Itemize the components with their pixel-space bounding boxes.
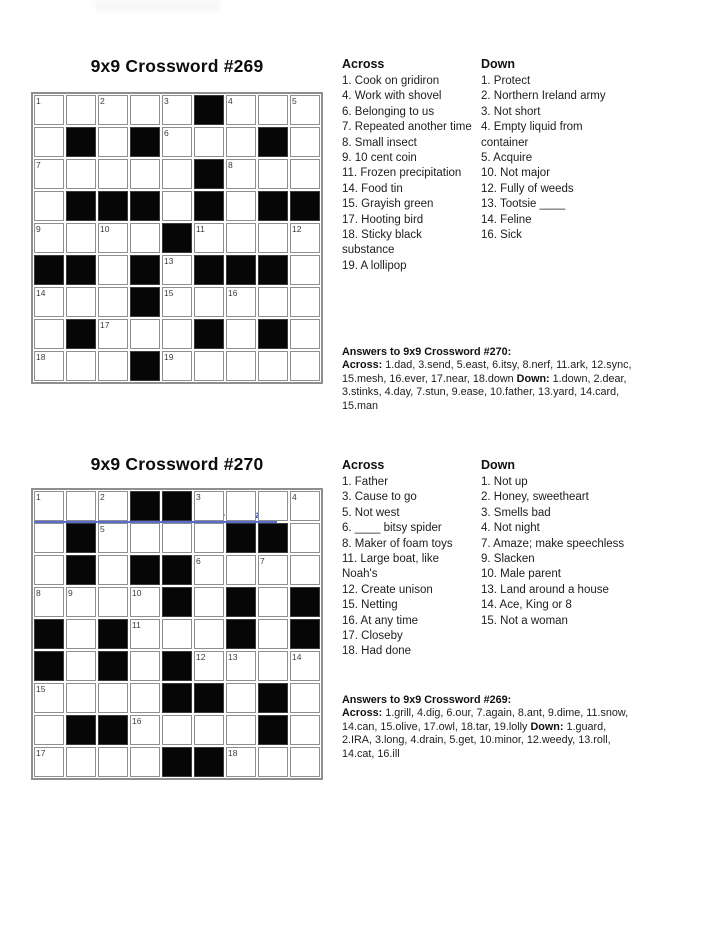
clue-item: 4. Empty liquid from container — [481, 121, 583, 149]
clue-item: 5. Acquire — [481, 152, 533, 165]
grid-cell — [98, 255, 128, 285]
grid-cell — [162, 319, 192, 349]
grid-cell — [226, 191, 256, 221]
black-cell — [226, 523, 256, 553]
grid-cell — [34, 191, 64, 221]
cell-number: 2 — [100, 492, 105, 502]
grid-cell — [162, 159, 192, 189]
grid-cell — [162, 191, 192, 221]
cell-number: 15 — [36, 684, 46, 694]
cell-number: 13 — [164, 256, 174, 266]
clue-item: 9. 10 cent coin — [342, 152, 417, 165]
grid-cell — [290, 555, 320, 585]
cell-number: 2 — [100, 96, 105, 106]
grid-cell — [258, 747, 288, 777]
clue-item: 16. At any time — [342, 614, 419, 627]
answers-across-text: 1.dad, 3.send, 5.east, 6.itsy, 8.nerf, 11.ark, 12.sync, 15.mesh, 16.ever, 17.near, 18.down — [342, 359, 632, 385]
grid-cell — [34, 587, 64, 617]
grid-cell — [194, 619, 224, 649]
cell-number: 6 — [164, 128, 169, 138]
across-header: Across — [342, 57, 385, 71]
black-cell — [162, 587, 192, 617]
cell-number: 13 — [228, 652, 238, 662]
black-cell — [162, 651, 192, 681]
grid-cell — [258, 587, 288, 617]
cell-number: 3 — [196, 492, 201, 502]
clue-item: 1. Cook on gridiron — [342, 75, 440, 87]
grid-cell — [34, 127, 64, 157]
grid-cell — [194, 351, 224, 381]
grid-cell — [194, 587, 224, 617]
grid-cell — [98, 287, 128, 317]
down-header: Down — [481, 57, 516, 71]
black-cell — [130, 287, 160, 317]
grid-cell — [98, 555, 128, 585]
black-cell — [194, 159, 224, 189]
grid-cell — [290, 683, 320, 713]
clue-item: 6. ____ bitsy spider — [342, 522, 442, 535]
across-clue-list — [342, 74, 474, 274]
clue-item: 10. Not major — [481, 167, 551, 180]
grid-cell — [226, 683, 256, 713]
grid-cell — [130, 223, 160, 253]
clue-item: 19. A lollipop — [342, 259, 407, 272]
cell-number: 8 — [228, 160, 233, 170]
black-cell — [162, 747, 192, 777]
grid-cell — [162, 619, 192, 649]
grid-cell — [98, 491, 128, 521]
cell-number: 16 — [132, 716, 142, 726]
grid-cell — [34, 159, 64, 189]
black-cell — [194, 255, 224, 285]
black-cell — [194, 191, 224, 221]
grid-cell — [98, 683, 128, 713]
cell-number: 1 — [36, 492, 41, 502]
cell-number: 7 — [36, 160, 41, 170]
grid-cell — [34, 715, 64, 745]
black-cell — [130, 127, 160, 157]
grid-cell — [130, 683, 160, 713]
grid-cell — [34, 351, 64, 381]
black-cell — [66, 523, 96, 553]
cell-number: 3 — [164, 96, 169, 106]
cell-number: 19 — [164, 352, 174, 362]
grid-cell — [290, 319, 320, 349]
clue-item: 3. Smells bad — [481, 506, 551, 519]
cell-number: 10 — [100, 224, 110, 234]
cell-number: 9 — [68, 588, 73, 598]
grid-cell — [290, 95, 320, 125]
grid-cell — [66, 619, 96, 649]
black-cell — [98, 651, 128, 681]
black-cell — [130, 351, 160, 381]
grid-cell — [162, 351, 192, 381]
grid-cell — [290, 287, 320, 317]
cell-number: 11 — [132, 620, 141, 630]
grid-cell — [98, 587, 128, 617]
black-cell — [290, 619, 320, 649]
clue-item: 15. Netting — [342, 599, 398, 612]
clue-item: 5. Not west — [342, 506, 400, 519]
grid-cell — [226, 651, 256, 681]
clue-item: 9. Slacken — [481, 553, 535, 566]
black-cell — [258, 255, 288, 285]
across-clues-section — [342, 57, 474, 274]
puzzle-title: 9x9 Crossword #269 — [90, 56, 264, 76]
clue-item: 17. Closeby — [342, 630, 403, 643]
grid-cell — [66, 587, 96, 617]
black-cell — [34, 651, 64, 681]
clue-item: 1. Father — [342, 476, 389, 488]
grid-cell — [258, 223, 288, 253]
answers-across-label: Across: — [342, 707, 383, 720]
grid-cell — [290, 715, 320, 745]
cell-number: 16 — [228, 288, 238, 298]
black-cell — [98, 619, 128, 649]
grid-cell — [98, 523, 128, 553]
grid-cell — [66, 747, 96, 777]
black-cell — [162, 683, 192, 713]
grid-cell — [226, 127, 256, 157]
grid-cell — [98, 159, 128, 189]
cell-number: 17 — [100, 320, 110, 330]
cell-number: 15 — [164, 288, 174, 298]
black-cell — [66, 555, 96, 585]
grid-cell — [66, 159, 96, 189]
grid-cell — [290, 747, 320, 777]
grid-cell — [130, 747, 160, 777]
grid-cell — [98, 351, 128, 381]
answers-down-text: 1.guard, 2.IRA, 3.long, 4.drain, 5.get, 10.minor, 12.weedy, 13.roll, 14.cat, 16.ill — [342, 720, 611, 760]
grid-cell — [34, 491, 64, 521]
grid-cell — [66, 683, 96, 713]
black-cell — [66, 255, 96, 285]
grid-cell — [66, 287, 96, 317]
clue-item: 16. Sick — [481, 229, 522, 242]
down-clue-list — [481, 475, 633, 629]
grid-cell — [34, 747, 64, 777]
black-cell — [130, 491, 160, 521]
clue-item: 10. Male parent — [481, 568, 561, 581]
down-header: Down — [481, 458, 516, 472]
clue-item: 14. Feline — [481, 213, 532, 226]
grid-cell — [290, 255, 320, 285]
grid-cell — [226, 159, 256, 189]
black-cell — [98, 715, 128, 745]
black-cell — [226, 255, 256, 285]
cell-number: 18 — [36, 352, 46, 362]
grid-cell — [290, 127, 320, 157]
grid-cell — [162, 523, 192, 553]
clue-item: 2. Honey, sweetheart — [481, 491, 589, 504]
grid-cell — [258, 619, 288, 649]
cell-number: 12 — [196, 652, 206, 662]
black-cell — [66, 319, 96, 349]
grid-cell — [194, 555, 224, 585]
clue-item: 7. Amaze; make speechless — [481, 537, 625, 550]
grid-cell — [226, 491, 256, 521]
grid-cell — [130, 319, 160, 349]
grid-cell — [34, 319, 64, 349]
black-cell — [66, 191, 96, 221]
crossword-grid — [31, 92, 323, 384]
grid-cell — [194, 491, 224, 521]
cell-number: 9 — [36, 224, 41, 234]
clue-item: 15. Grayish green — [342, 198, 434, 211]
grid-cell — [130, 715, 160, 745]
cell-number: 17 — [36, 748, 46, 758]
clue-item: 3. Cause to go — [342, 491, 417, 504]
grid-cell — [162, 287, 192, 317]
grid-cell — [34, 223, 64, 253]
clue-item: 12. Create unison — [342, 583, 433, 596]
cell-number: 4 — [292, 492, 297, 502]
grid-cell — [34, 683, 64, 713]
grid-cell — [130, 159, 160, 189]
grid-cell — [130, 619, 160, 649]
grid-cell — [226, 351, 256, 381]
grid-cell — [258, 351, 288, 381]
grid-cell — [226, 223, 256, 253]
grid-cell — [130, 95, 160, 125]
clue-item: 13. Tootsie ____ — [481, 198, 566, 211]
cell-number: 14 — [36, 288, 46, 298]
clue-item: 14. Food tin — [342, 182, 403, 195]
clue-item: 2. Northern Ireland army — [481, 90, 606, 103]
grid-cell — [258, 491, 288, 521]
grid-cell — [194, 127, 224, 157]
grid-cell — [194, 287, 224, 317]
clue-item: 3. Not short — [481, 105, 541, 118]
black-cell — [226, 587, 256, 617]
cell-number: 5 — [100, 524, 105, 534]
answers-down-label: Down: — [516, 372, 550, 385]
clue-item: 13. Land around a house — [481, 583, 609, 596]
cell-number: 8 — [36, 588, 41, 598]
down-clue-list — [481, 74, 633, 243]
cell-number: 4 — [228, 96, 233, 106]
grid-cell — [290, 159, 320, 189]
grid-cell — [66, 651, 96, 681]
grid-cell — [34, 555, 64, 585]
grid-cell — [130, 587, 160, 617]
grid-cell — [290, 523, 320, 553]
grid-cell — [34, 95, 64, 125]
grid-cell — [66, 95, 96, 125]
black-cell — [194, 319, 224, 349]
grid-cell — [290, 223, 320, 253]
clue-item: 11. Large boat, like Noah's — [342, 553, 439, 581]
grid-cell — [162, 715, 192, 745]
grid-cell — [66, 223, 96, 253]
grid-cell — [226, 555, 256, 585]
grid-cell — [98, 223, 128, 253]
answer-key-heading: Answers to 9x9 Crossword #269: — [342, 694, 512, 706]
black-cell — [290, 587, 320, 617]
grid-cell — [226, 715, 256, 745]
answer-key-body — [342, 707, 638, 761]
black-cell — [258, 127, 288, 157]
clue-item: 1. Protect — [481, 75, 531, 87]
cell-number: 7 — [260, 556, 265, 566]
grid-cell — [258, 651, 288, 681]
clue-item: 14. Ace, King or 8 — [481, 599, 572, 612]
clue-item: 11. Frozen precipitation — [342, 167, 462, 180]
cell-number: 11 — [196, 224, 205, 234]
black-cell — [162, 491, 192, 521]
answers-down-label: Down: — [530, 720, 564, 733]
cell-number: 5 — [292, 96, 297, 106]
puzzle-title: 9x9 Crossword #270 — [90, 454, 264, 474]
black-cell — [130, 191, 160, 221]
clue-item: 17. Hooting bird — [342, 213, 424, 226]
answers-across-label: Across: — [342, 359, 383, 372]
clue-item: 8. Small insect — [342, 136, 417, 149]
answer-key — [342, 694, 638, 761]
black-cell — [258, 523, 288, 553]
grid-cell — [130, 523, 160, 553]
answer-key-body — [342, 359, 638, 413]
black-cell — [258, 191, 288, 221]
black-cell — [258, 683, 288, 713]
black-cell — [258, 319, 288, 349]
black-cell — [258, 715, 288, 745]
grid-cell — [34, 523, 64, 553]
black-cell — [130, 255, 160, 285]
grid-cell — [290, 651, 320, 681]
cell-number: 6 — [196, 556, 201, 566]
down-clues-section — [481, 57, 633, 243]
cell-number: 1 — [36, 96, 41, 106]
black-cell — [34, 255, 64, 285]
answer-key — [342, 346, 638, 413]
grid-cell — [98, 747, 128, 777]
clue-item: 12. Fully of weeds — [481, 182, 574, 195]
clue-item: 15. Not a woman — [481, 614, 568, 627]
black-cell — [34, 619, 64, 649]
down-clues-section — [481, 458, 633, 629]
answers-across-text: 1.grill, 4.dig, 6.our, 7.again, 8.ant, 9.dime, 11.snow, 14.can, 15.olive, 17.owl, 18.tar, 19.lolly — [342, 707, 629, 733]
black-cell — [290, 191, 320, 221]
black-cell — [98, 191, 128, 221]
grid-cell — [226, 95, 256, 125]
grid-cell — [130, 651, 160, 681]
clue-item: 18. Had done — [342, 645, 412, 658]
grid-cell — [194, 523, 224, 553]
grid-cell — [226, 287, 256, 317]
cell-number: 14 — [292, 652, 302, 662]
grid-cell — [290, 351, 320, 381]
grid-cell — [194, 651, 224, 681]
answers-down-text: 1.down, 2.dear, 3.stinks, 4.day, 7.stun, 9.ease, 10.father, 13.yard, 14.card, 15.man — [342, 372, 627, 412]
black-cell — [226, 619, 256, 649]
grid-cell — [258, 287, 288, 317]
black-cell — [66, 127, 96, 157]
black-cell — [162, 555, 192, 585]
clue-item: 7. Repeated another time — [342, 121, 472, 134]
grid-cell — [226, 319, 256, 349]
clue-item: 4. Not night — [481, 522, 540, 535]
grid-cell — [66, 491, 96, 521]
grid-cell — [34, 287, 64, 317]
answer-key-heading: Answers to 9x9 Crossword #270: — [342, 346, 512, 358]
clue-item: 4. Work with shovel — [342, 90, 442, 103]
grid-cell — [258, 95, 288, 125]
grid-cell — [226, 747, 256, 777]
scan-artifact — [95, 0, 220, 11]
grid-cell — [98, 95, 128, 125]
crossword-grid — [31, 488, 323, 780]
black-cell — [130, 555, 160, 585]
grid-cell — [258, 555, 288, 585]
black-cell — [194, 95, 224, 125]
clue-item: 18. Sticky black substance — [342, 229, 422, 257]
clue-item: 8. Maker of foam toys — [342, 537, 453, 550]
clue-item: 1. Not up — [481, 476, 528, 488]
clue-item: 6. Belonging to us — [342, 105, 435, 118]
across-header: Across — [342, 458, 385, 472]
grid-cell — [66, 351, 96, 381]
black-cell — [162, 223, 192, 253]
grid-cell — [162, 127, 192, 157]
grid-cell — [162, 255, 192, 285]
cell-number: 12 — [292, 224, 302, 234]
grid-cell — [98, 127, 128, 157]
cell-number: 10 — [132, 588, 142, 598]
grid-cell — [98, 319, 128, 349]
grid-cell — [194, 223, 224, 253]
grid-cell — [162, 95, 192, 125]
grid-cell — [194, 715, 224, 745]
grid-cell — [258, 159, 288, 189]
across-clue-list — [342, 475, 474, 660]
cell-number: 18 — [228, 748, 238, 758]
grid-cell — [290, 491, 320, 521]
black-cell — [194, 683, 224, 713]
across-clues-section — [342, 458, 474, 660]
black-cell — [66, 715, 96, 745]
black-cell — [194, 747, 224, 777]
